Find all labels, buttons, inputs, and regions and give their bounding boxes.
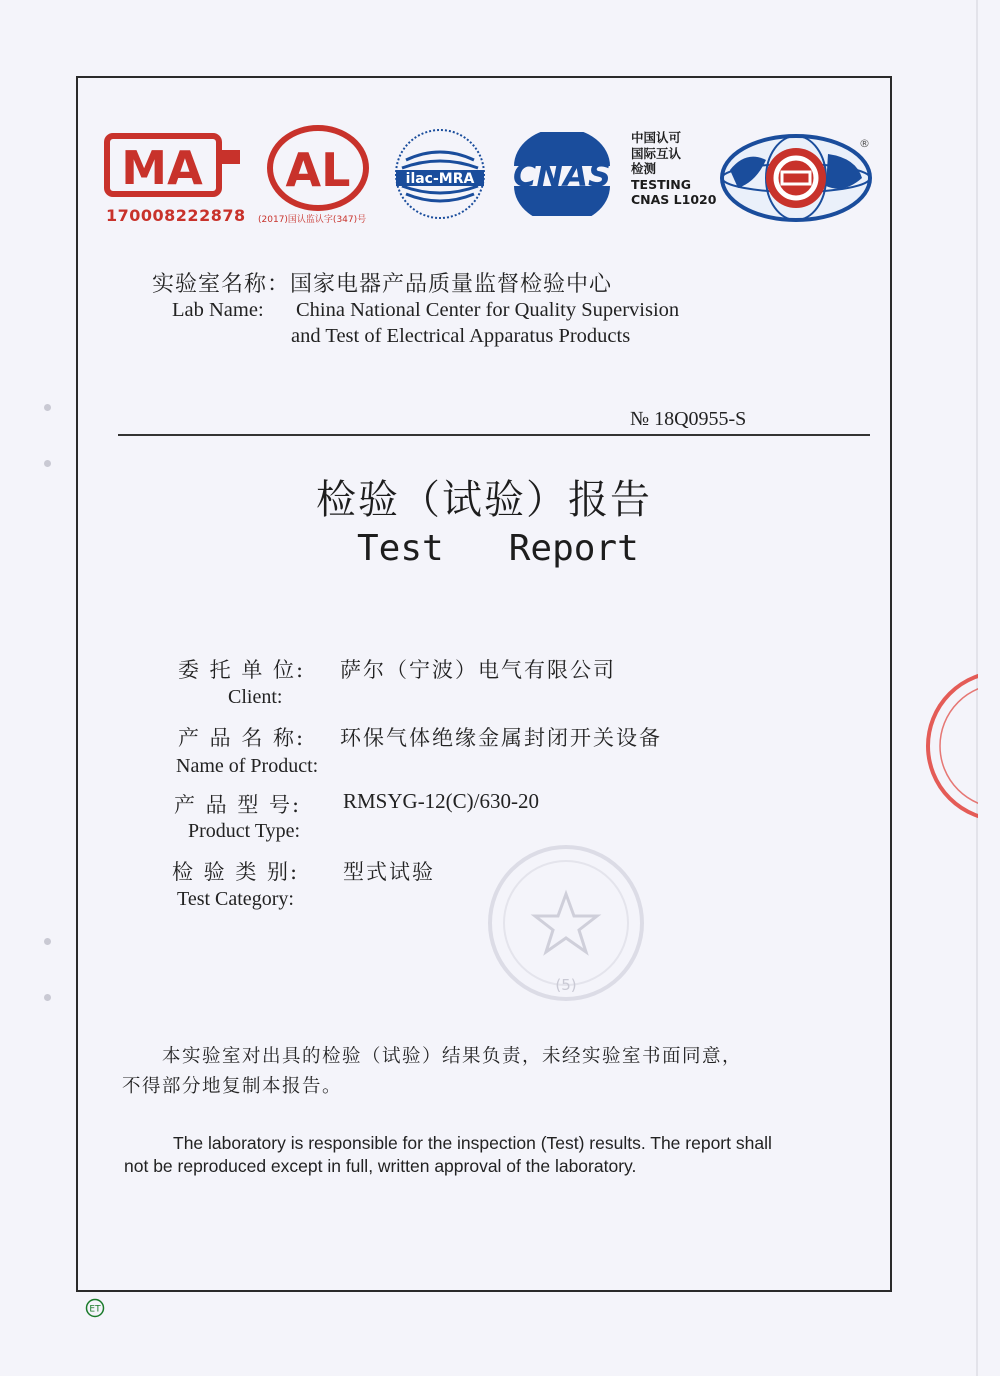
notice-cn-line1: 本实验室对出具的检验（试验）结果负责，未经实验室书面同意， [162,1046,743,1067]
cnas-accreditation-text [631,130,716,208]
et-mark-icon [85,1298,105,1318]
client-value: 萨尔（宁波）电气有限公司 [340,658,616,682]
punch-hole [44,404,51,411]
globe-certification-logo-icon [716,130,876,226]
footer-mark: ET [89,1304,101,1315]
notice-en-line2: not be reproduced except in full, written approval of the laboratory. [124,1156,637,1176]
product-name-value: 环保气体绝缘金属封闭开关设备 [340,726,662,750]
lab-name-en-line1: China National Center for Quality Supervision [296,299,680,321]
header-divider [118,434,870,436]
product-type-label-cn: 产 品 型 号: [174,793,302,817]
ilac-mra-logo-icon [392,126,488,222]
page-frame [76,76,892,1292]
test-category-label-cn: 检 验 类 别: [172,860,300,884]
report-title-en: Test Report [357,528,639,569]
notice-en-line1: The laboratory is responsible for the inspection (Test) results. The report shall [173,1133,772,1153]
cnas-side-line: 检测 [631,161,657,176]
product-name-label-cn: 产 品 名 称: [178,726,306,750]
cal-logo-text: AL [285,143,351,197]
product-name-label-en: Name of Product: [176,755,319,777]
client-label-cn: 委 托 单 位: [178,658,306,682]
test-category-value: 型式试验 [343,860,435,884]
registered-mark: ® [859,137,870,150]
cnas-side-line: CNAS L1020 [631,192,717,207]
lab-name-label-en: Lab Name: [172,299,264,321]
report-number: № 18Q0955-S [630,408,747,430]
lab-name-en-line2: and Test of Electrical Apparatus Products [291,325,631,347]
test-category-label-en: Test Category: [177,888,294,910]
seal-code: (5) [555,976,577,994]
punch-hole [44,938,51,945]
client-label-en: Client: [228,686,283,708]
product-type-value: RMSYG-12(C)/630-20 [343,789,540,813]
cma-code: 170008222878 [106,206,246,225]
lab-name-cn: 实验室名称：国家电器产品质量监督检验中心 [152,272,613,297]
report-title-cn: 检验（试验）报告 [316,477,652,523]
punch-hole [44,994,51,1001]
cnas-side-line: 中国认可 [631,130,682,145]
embossed-seal-icon [484,838,648,1008]
cma-logo-icon [104,130,244,200]
cnas-side-line: 国际互认 [631,145,682,161]
notice-cn-line2: 不得部分地复制本报告。 [122,1076,343,1097]
punch-hole [44,460,51,467]
ilac-logo-text: ilac-MRA [405,171,475,187]
red-stamp-icon [922,666,978,826]
cal-code: (2017)国认监认字(347)号 [258,215,367,225]
product-type-label-en: Product Type: [188,820,301,842]
cal-logo-icon [266,124,372,214]
cnas-logo-text: CNAS [512,156,612,194]
cma-logo-text: MA [121,141,203,195]
cnas-side-line: TESTING [631,176,691,192]
cnas-logo-icon [504,132,620,216]
